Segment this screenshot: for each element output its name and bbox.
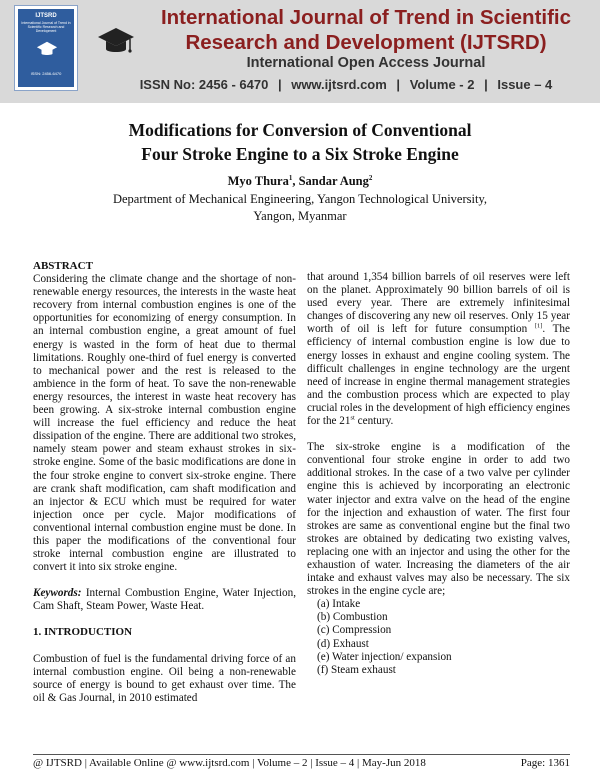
list-item: (b) Combustion (317, 611, 388, 624)
affiliation-line2: Yangon, Myanmar (253, 209, 347, 223)
paper-title-line2: Four Stroke Engine to a Six Stroke Engine (141, 144, 459, 164)
journal-title-line2: Research and Development (IJTSRD) (185, 31, 547, 54)
author-affil-mark: 1 (288, 174, 293, 182)
ordinal-suffix: st (350, 414, 355, 422)
footer-divider (33, 754, 570, 755)
issn-number: ISSN No: 2456 - 6470 (139, 77, 269, 92)
issn-separator: | (277, 77, 282, 92)
right-column (307, 271, 570, 677)
journal-issue: Issue – 4 (497, 77, 553, 92)
journal-website[interactable]: www.ijtsrd.com (291, 77, 387, 92)
stroke-list (307, 598, 570, 677)
journal-issn-line (100, 77, 592, 92)
abstract-text: Considering the climate change and the shortage of non-renewable energy resources, the interests in the waste heat recovery from internal combustion engines is one of the opportunities for economizing of energy consumption. In an internal combustion engine, a great amount of fuel energy is wasted in the form of heat due to thermal limitations. Roughly one-third of fuel energy is converted to mechanical power and the rest is released to the ambience in the form of heat. To save the non-renewable energy resources, the interest in waste heat recovery has been growing. A six-stroke internal combustion engine will increase the fuel efficiency and reduce the heat dissipation of the engine. There are additional two strokes, namely steam power and steam exhaust strokes in six-stroke engine. Some of the basic modifications are done in the four stroke engine to convert six-stroke engine. There are crank shaft modification, cam shaft modification and an injector & ECU which must be required for water injection once per cycle. Major modifications of conventional internal combustion engine must be done. In this paper the modifications of the conventional four stroke internal combustion engine are illustrated to convert it into six stroke engine. (33, 273, 296, 574)
journal-title-line1: International Journal of Trend in Scientific (160, 6, 572, 29)
affiliation-line1: Department of Mechanical Engineering, Yangon Technological University, (112, 192, 488, 206)
intro-paragraph: Combustion of fuel is the fundamental driving force of an internal combustion engine. Oil being a non-renewable source of energy is bound to get exhaust over time. The oil & Gas Journal, in 2010 estimated (33, 652, 296, 704)
footer-citation: @ IJTSRD | Available Online @ www.ijtsrd.com | Volume – 2 | Issue – 4 | May-Jun 2018 (33, 757, 426, 769)
journal-subtitle: International Open Access Journal (246, 55, 486, 71)
issn-separator: | (396, 77, 401, 92)
section-heading-introduction: 1. INTRODUCTION (33, 626, 133, 639)
abstract-heading: ABSTRACT (33, 260, 93, 272)
intro-text-part: that around 1,354 billion barrels of oil reserves were left on the planet. Approximately 90 billion barrels of oil is used every year. There are extremely infinitesimal changes of discovering any new oil reserves. Only 15 year worth of oil is left for future consumption (307, 271, 570, 336)
page-number: Page: 1361 (520, 757, 570, 769)
keywords-text: Internal Combustion Engine, Water Injection, Cam Shaft, Steam Power, Waste Heat. (33, 587, 296, 613)
journal-logo (14, 5, 78, 91)
issn-separator: | (484, 77, 488, 92)
intro-paragraph-2: The six-stroke engine is a modification of the conventional four stroke engine in order to add two additional strokes. In the case of a two valve per cylinder engine this is achieved by incorporating an electronic water injector and extra valve on the head of the engine for the injection and exhaustion of water. The first four strokes are same as conventional engine but the final two strokes are obtained by dedicating two existing valves, replacing one with an injector and using the other for the exhaustion of water. Increasing the diameters of the air intake and exhaust valves may also be necessary. The six strokes in the engine cycle are; (307, 441, 570, 598)
list-item: (c) Compression (317, 624, 392, 637)
intro-paragraph-continued (307, 271, 570, 428)
journal-volume: Volume - 2 (409, 77, 475, 92)
list-item: (a) Intake (317, 598, 361, 611)
author-separator: , (292, 174, 299, 189)
logo-subtitle: International Journal of Trend in Scientific Research and Development (21, 21, 71, 33)
author-affil-mark: 2 (368, 174, 373, 182)
author-name: Sandar Aung (298, 174, 369, 189)
list-item: (f) Steam exhaust (317, 663, 396, 676)
intro-text-part: . The efficiency of internal combustion engine is low due to energy losses in exhaust and engine cooling system. The difficult challenges in engine technology are the urgent need of increase in engine thermal management strategies and the combustion process which are expected to play crucial roles in the development of high efficiency engines for the 21 (307, 323, 570, 428)
graduation-cap-icon (96, 22, 136, 62)
journal-header (0, 0, 600, 103)
logo-title: IJTSRD (35, 13, 57, 19)
logo-issn: ISSN: 2456-6470 (30, 71, 62, 76)
paper-authors (0, 174, 600, 189)
list-item: (e) Water injection/ expansion (317, 650, 452, 663)
citation-ref[interactable]: [1] (534, 322, 543, 330)
paper-title-line1: Modifications for Conversion of Conventional (128, 120, 472, 140)
intro-text-part: century. (354, 415, 394, 428)
author-name: Myo Thura (227, 174, 289, 189)
left-column (33, 260, 296, 705)
keywords (33, 587, 296, 613)
logo-cap-icon (36, 39, 58, 61)
keywords-label: Keywords: (33, 587, 82, 600)
list-item: (d) Exhaust (317, 637, 369, 650)
